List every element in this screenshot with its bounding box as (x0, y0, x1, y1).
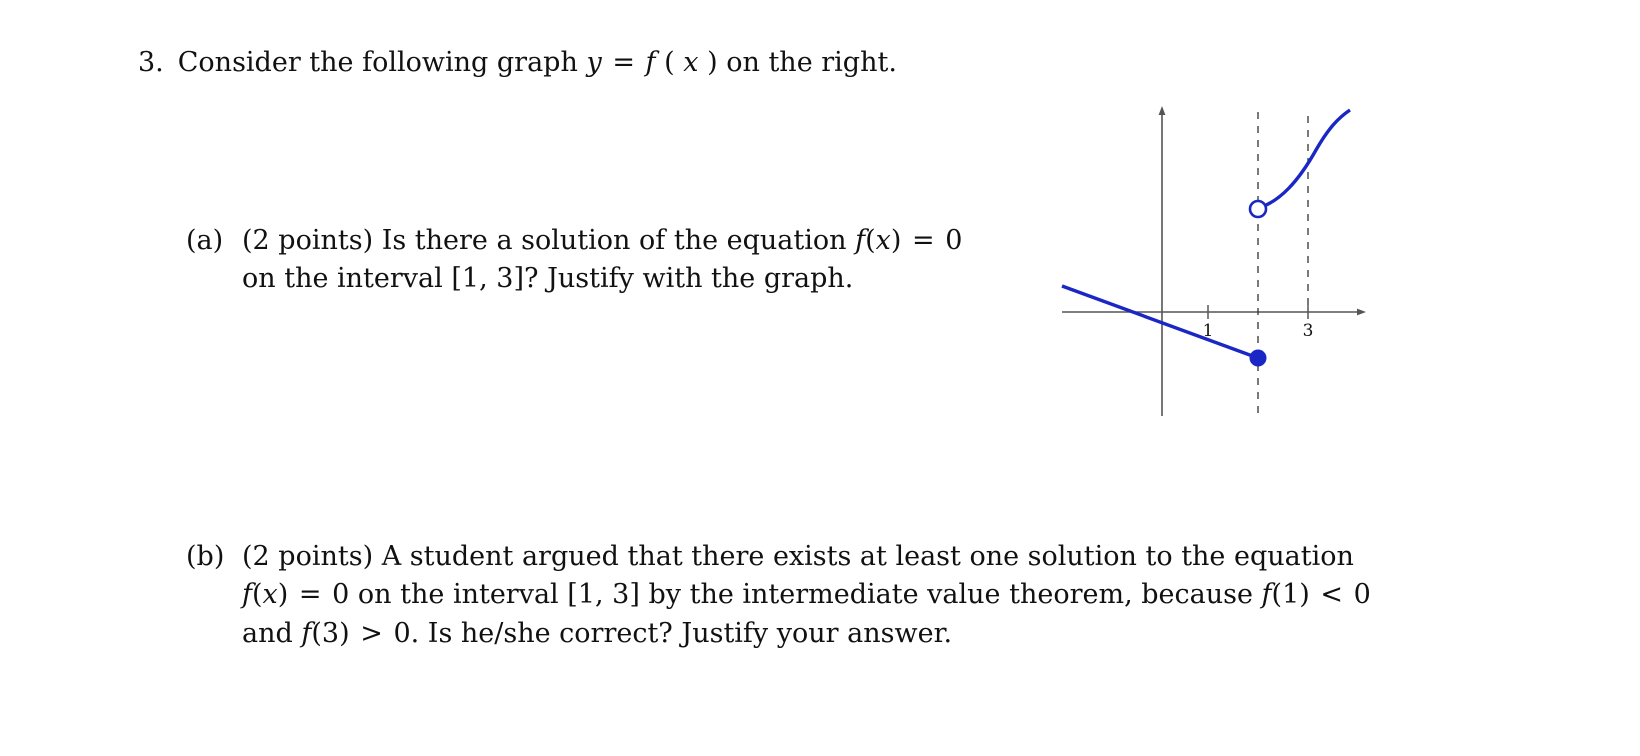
part-a-line2-text: on the interval (242, 263, 443, 295)
y-axis (1159, 106, 1166, 416)
part-b-line-2 (242, 576, 1371, 614)
part-b-ivt-text: by the intermediate value theorem, because (648, 579, 1253, 611)
stem-equals: = (612, 47, 635, 78)
part-a-interval-high: 3 (496, 263, 514, 295)
stem-post-text: on the right. (726, 47, 897, 78)
open-circle-icon (1250, 201, 1266, 217)
part-a-fn-f: f (855, 225, 866, 256)
part-a-equals: = (912, 225, 935, 256)
part-b-greater-than: > (360, 617, 383, 649)
stem-pre-text: Consider the following graph (177, 47, 578, 78)
part-b-zero-2: 0 (1353, 579, 1371, 611)
x-tick-label-3: 3 (1302, 321, 1314, 341)
curve-left-branch (1062, 286, 1258, 358)
part-a-lparen: ( (865, 225, 876, 256)
part-a-interval-low: 1 (461, 263, 480, 295)
part-b-label: (b) (186, 541, 225, 572)
part-b-line-1 (242, 538, 1371, 576)
part-b-f-of-one: (1) (1271, 579, 1310, 611)
part-a-interval-comma: , (479, 263, 488, 295)
part-b-less-than: < (1320, 579, 1344, 611)
part-a-zero: 0 (945, 225, 963, 256)
problem-number: 3. (138, 47, 164, 78)
part-a-lbracket: [ (451, 263, 462, 295)
part-a-var-x: x (875, 225, 891, 256)
function-graph-figure (1040, 96, 1440, 436)
part-b-rparen: ) (277, 579, 289, 611)
part-a-points: (2 points) (242, 225, 374, 256)
part-a-line2-tail: Justify with the graph. (547, 263, 854, 295)
problem-stem (138, 46, 897, 80)
part-b-line-3 (242, 615, 1371, 653)
part-b-var-x: x (262, 579, 278, 611)
stem-rparen: ) (707, 47, 718, 78)
part-b-interval-pre: on the interval (357, 579, 559, 611)
part-b-fn-f: f (242, 579, 252, 611)
problem-part-b (186, 538, 1486, 653)
x-axis (1062, 309, 1366, 316)
part-a-body (242, 222, 962, 299)
part-b-line3-and: and (242, 617, 293, 649)
part-b-body (242, 538, 1371, 653)
problem-part-a (186, 222, 1086, 299)
part-b-lparen: ( (252, 579, 263, 611)
part-b-zero: 0 (332, 579, 350, 611)
filled-dot-icon (1250, 350, 1267, 367)
part-a-rparen: ) (890, 225, 902, 256)
part-b-points: (2 points) (242, 541, 374, 572)
part-b-interval: [1, 3] (567, 579, 640, 611)
stem-var-x: x (683, 47, 699, 78)
part-a-label: (a) (186, 225, 224, 256)
stem-lparen: ( (664, 47, 675, 78)
curve-right-branch (1259, 110, 1350, 208)
part-a-line1-text: Is there a solution of the equation (381, 225, 847, 256)
problem-stem-text (178, 46, 897, 80)
part-b-fn-f-3: f (301, 617, 312, 649)
part-a-line-1 (242, 222, 962, 260)
stem-var-y: y (586, 47, 602, 78)
part-b-fn-f-1: f (1261, 579, 1272, 611)
stem-var-f: f (645, 47, 656, 78)
x-tick-label-1: 1 (1202, 321, 1214, 341)
part-a-rbracket: ]? (513, 263, 539, 295)
part-b-line3-tail: Is he/she correct? Justify your answer. (427, 617, 953, 649)
part-b-zero-3: 0. (393, 617, 420, 649)
graph-svg (1040, 96, 1440, 436)
part-b-equals: = (298, 579, 322, 611)
part-b-line1-text: A student argued that there exists at least one solution to the equation (381, 541, 1354, 572)
dashed-guide-lines (1258, 112, 1308, 416)
part-a-line-2 (242, 260, 962, 298)
part-b-f-of-three: (3) (311, 617, 350, 649)
